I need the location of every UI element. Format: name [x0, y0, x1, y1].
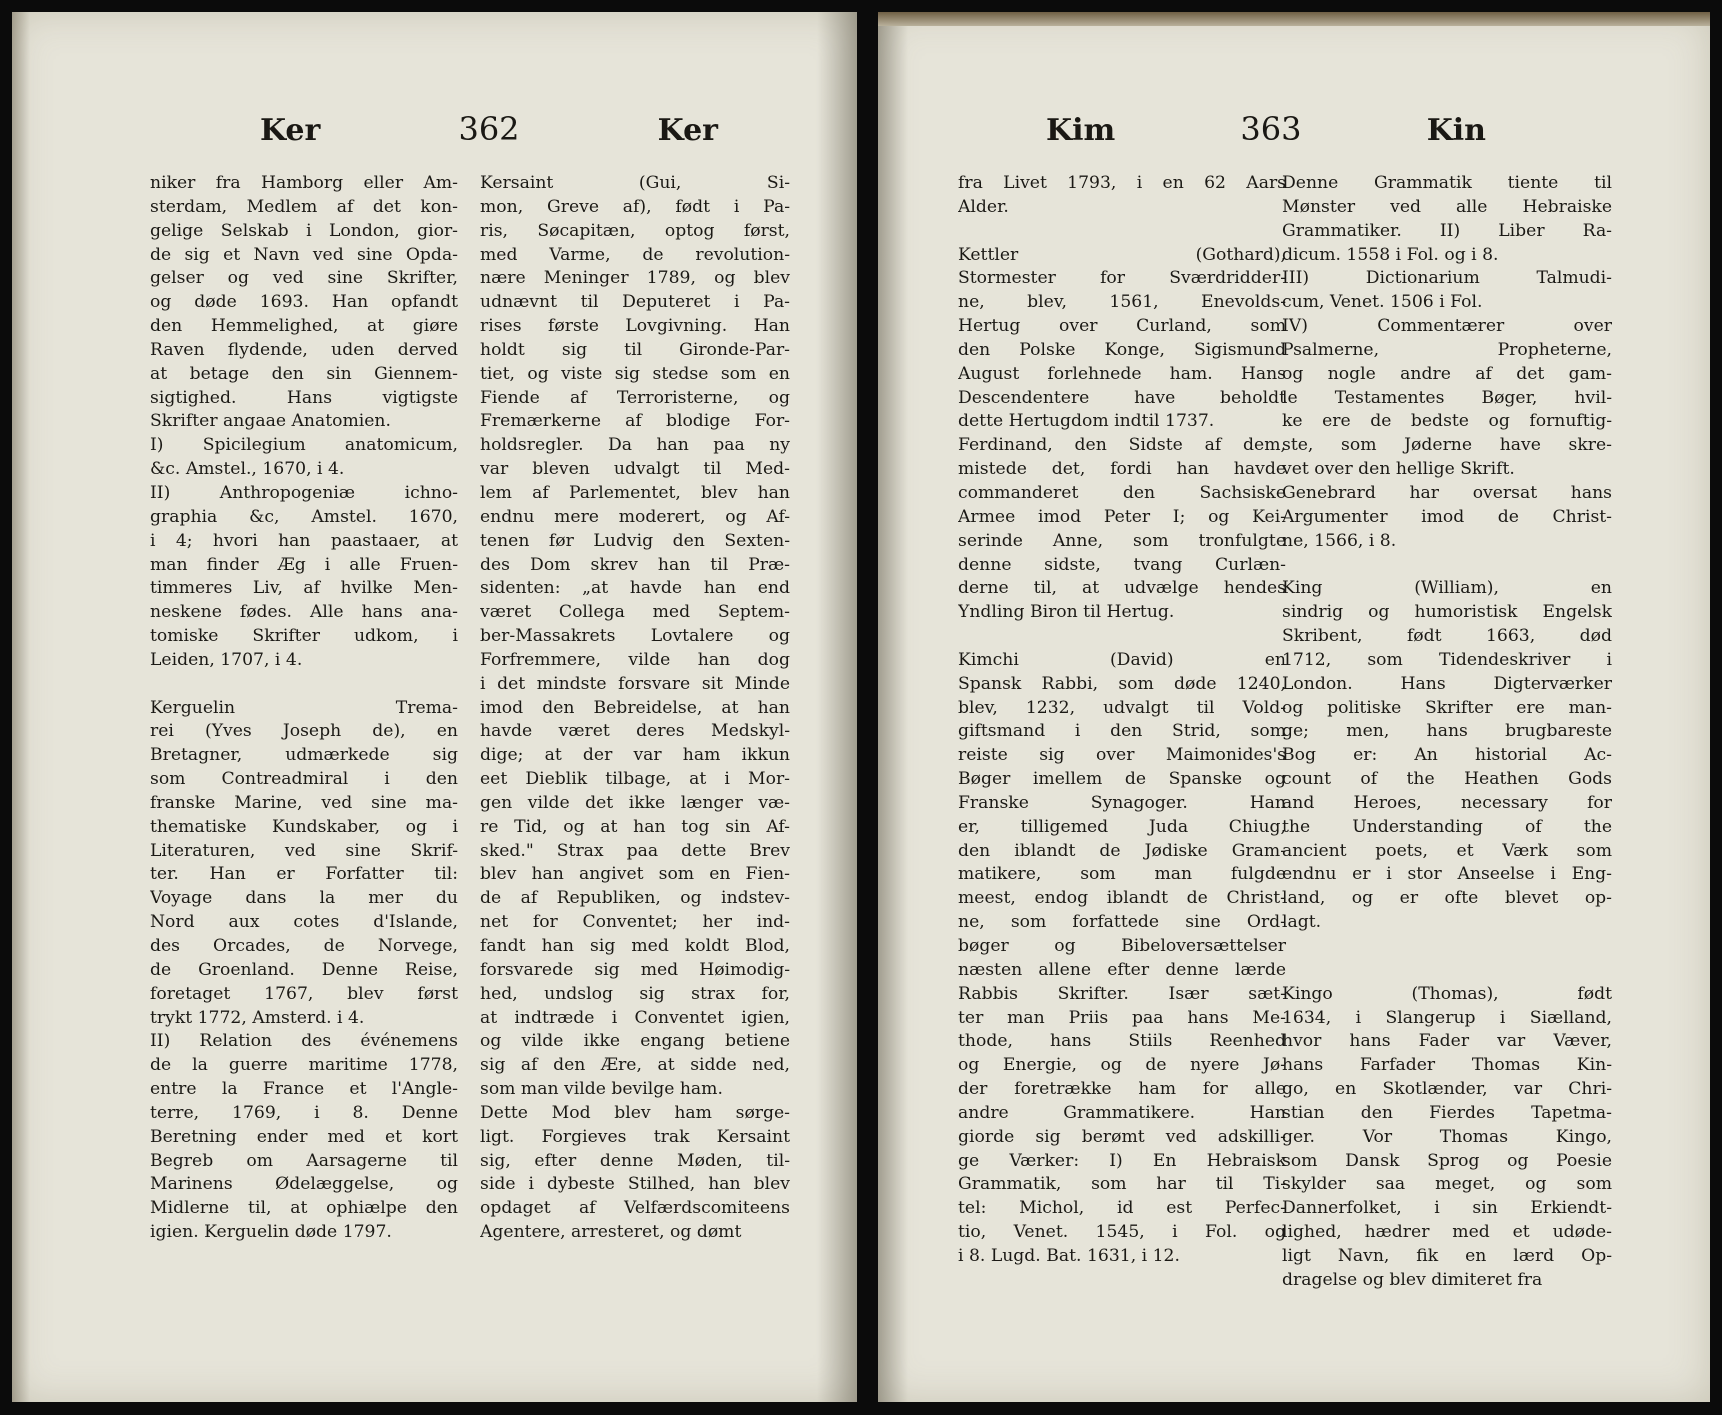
text-line: I) Spicilegium anatomicum,	[150, 435, 458, 456]
text-line: ste, som Jøderne have skre-	[1282, 435, 1612, 456]
text-line: Mønster ved alle Hebraiske	[1282, 196, 1612, 217]
text-line: go, en Skotlænder, var Chri-	[1282, 1079, 1612, 1100]
text-line: Voyage dans la mer du	[150, 888, 458, 909]
paragraph-gap	[1282, 554, 1612, 578]
text-line: ris, Søcapitæn, optog først,	[480, 220, 790, 241]
text-line: fandt han sig med koldt Blod,	[480, 936, 790, 956]
text-line: neskene fødes. Alle hans ana-	[150, 602, 458, 623]
text-line: IV) Commentærer over	[1282, 316, 1612, 337]
text-line: som man vilde bevilge ham.	[480, 1079, 723, 1100]
text-line: ter man Priis paa hans Me-	[958, 1007, 1286, 1028]
text-line: Hertug over Curland, som	[958, 316, 1286, 337]
text-line: derne til, at udvælge hendes	[958, 578, 1286, 599]
text-line: ge Værker: I) En Hebraisk	[958, 1150, 1286, 1171]
text-line: Bøger imellem de Spanske og	[958, 769, 1286, 790]
text-line: matikere, som man fulgde	[958, 864, 1286, 885]
left-page-number: 362	[458, 110, 520, 148]
text-line: Argumenter imod de Christ-	[1282, 506, 1612, 527]
text-line: været Collega med Septem-	[480, 602, 790, 623]
text-line: dragelse og blev dimiteret fra	[1282, 1269, 1543, 1290]
text-line: bøger og Bibeloversættelser	[958, 936, 1286, 956]
text-line: Rabbis Skrifter. Især sæt-	[958, 983, 1286, 1004]
text-line: vet over den hellige Skrift.	[1282, 459, 1515, 480]
text-line: le Testamentes Bøger, hvil-	[1282, 387, 1612, 408]
right-page	[878, 12, 1710, 1402]
text-line: London. Hans Digterværker	[1282, 673, 1612, 694]
text-line: Nord aux cotes d'Islande,	[150, 912, 458, 933]
text-line: Yndling Biron til Hertug.	[958, 602, 1175, 623]
text-line: sig, efter denne Møden, til-	[480, 1150, 790, 1171]
text-line: timmeres Liv, af hvilke Men-	[150, 578, 458, 599]
text-line: Fremærkerne af blodige For-	[480, 411, 790, 432]
page-top-edge	[878, 12, 1710, 26]
text-line: Psalmerne, Propheterne,	[1282, 339, 1612, 360]
text-line: Dette Mod blev ham sørge-	[480, 1102, 790, 1123]
text-line: holdsregler. Da han paa ny	[480, 435, 790, 456]
text-line: giorde sig berømt ved adskilli-	[958, 1126, 1286, 1147]
text-line: de sig et Navn ved sine Opda-	[150, 244, 458, 265]
right-header-right-word: Kin	[1426, 113, 1486, 148]
paragraph-gap	[150, 673, 458, 697]
text-line: lem af Parlementet, blev han	[480, 482, 790, 503]
text-line: med Varme, de revolution-	[480, 244, 790, 265]
text-line: udnævnt til Deputeret i Pa-	[480, 292, 790, 313]
text-line: ger. Vor Thomas Kingo,	[1282, 1126, 1612, 1147]
text-line: net for Conventet; her ind-	[480, 912, 790, 933]
text-line: endnu er i stor Anseelse i Eng-	[1282, 864, 1612, 885]
text-line: Fiende af Terroristerne, og	[480, 387, 790, 408]
text-line: i det mindste forsvare sit Minde	[480, 673, 790, 694]
text-line: hvor hans Fader var Væver,	[1282, 1031, 1612, 1052]
paragraph-gap	[958, 625, 1286, 649]
text-line: var bleven udvalgt til Med-	[480, 459, 790, 480]
text-line: skylder saa meget, og som	[1282, 1174, 1612, 1195]
text-line: mon, Greve af), født i Pa-	[480, 196, 790, 217]
text-line: foretaget 1767, blev først	[150, 983, 458, 1004]
text-line: franske Marine, ved sine ma-	[150, 792, 458, 813]
text-line: tenen før Ludvig den Sexten-	[480, 530, 790, 551]
text-line: sked." Strax paa dette Brev	[480, 840, 790, 861]
text-line: dicum. 1558 i Fol. og i 8.	[1282, 244, 1499, 265]
text-line: tio, Venet. 1545, i Fol. og	[958, 1222, 1286, 1243]
text-line: Forfremmere, vilde han dog	[480, 649, 790, 670]
text-line: Kersaint (Gui, Si-	[480, 173, 790, 193]
text-line: Kingo (Thomas), født	[1282, 983, 1612, 1004]
text-line: Stormester for Sværdridder-	[958, 268, 1286, 289]
text-line: som Contreadmiral i den	[150, 769, 458, 790]
paragraph-gap	[1282, 935, 1612, 959]
right-page-column-1	[958, 172, 1286, 1269]
text-line: de af Republiken, og indstev-	[480, 888, 790, 909]
text-line: giftsmand i den Strid, som	[958, 721, 1286, 742]
text-line: count of the Heathen Gods	[1282, 769, 1612, 790]
text-line: Spansk Rabbi, som døde 1240,	[958, 673, 1286, 694]
text-line: commanderet den Sachsiske	[958, 482, 1286, 503]
text-line: thematiske Kundskaber, og i	[150, 816, 458, 837]
text-line: graphia &c, Amstel. 1670,	[150, 506, 458, 527]
text-line: ke ere de bedste og fornuftig-	[1282, 411, 1612, 432]
text-line: Alder.	[958, 196, 1009, 217]
text-line: ne, blev, 1561, Enevolds-	[958, 292, 1286, 313]
text-line: the Understanding of the	[1282, 816, 1612, 837]
text-line: Denne Grammatik tiente til	[1282, 173, 1612, 193]
text-line: som Dansk Sprog og Poesie	[1282, 1150, 1612, 1171]
text-line: sindrig og humoristisk Engelsk	[1282, 602, 1612, 623]
text-line: ne, 1566, i 8.	[1282, 530, 1397, 551]
text-line: gen vilde det ikke længer væ-	[480, 792, 790, 813]
text-line: eet Dieblik tilbage, at i Mor-	[480, 769, 790, 790]
text-line: ligt. Forgieves trak Kersaint	[480, 1126, 790, 1147]
text-line: Ferdinand, den Sidste af dem,	[958, 435, 1286, 456]
text-line: sigtighed. Hans vigtigste	[150, 387, 458, 408]
text-line: re Tid, og at han tog sin Af-	[480, 816, 790, 837]
text-line: Skrifter angaae Anatomien.	[150, 411, 391, 432]
text-line: Bog er: An historial Ac-	[1282, 745, 1612, 766]
text-line: sterdam, Medlem af det kon-	[150, 196, 458, 217]
text-line: stian den Fierdes Tapetma-	[1282, 1102, 1612, 1123]
text-line: Midlerne til, at ophiælpe den	[150, 1198, 458, 1219]
text-line: Leiden, 1707, i 4.	[150, 649, 303, 670]
text-line: 1712, som Tidendeskriver i	[1282, 649, 1612, 670]
text-line: forsvarede sig med Høimodig-	[480, 959, 790, 980]
text-line: andre Grammatikere. Han	[958, 1102, 1286, 1123]
text-line: III) Dictionarium Talmudi-	[1282, 268, 1612, 289]
text-line: Begreb om Aarsagerne til	[150, 1150, 458, 1171]
text-line: ancient poets, et Værk som	[1282, 840, 1612, 861]
text-line: niker fra Hamborg eller Am-	[150, 173, 458, 193]
text-line: Kettler (Gothard),	[958, 244, 1286, 265]
text-line: Dannerfolket, i sin Erkiendt-	[1282, 1198, 1612, 1219]
text-line: er, tilligemed Juda Chiug,	[958, 816, 1286, 837]
text-line: den Hemmelighed, at giøre	[150, 316, 458, 337]
text-line: i 8. Lugd. Bat. 1631, i 12.	[958, 1245, 1180, 1266]
text-line: ter. Han er Forfatter til:	[150, 864, 458, 885]
text-line: de Groenland. Denne Reise,	[150, 959, 458, 980]
text-line: denne sidste, tvang Curlæn-	[958, 554, 1286, 575]
text-line: meest, endog iblandt de Christ-	[958, 888, 1286, 909]
text-line: blev han angivet som en Fien-	[480, 864, 790, 885]
text-line: cum, Venet. 1506 i Fol.	[1282, 292, 1483, 313]
text-line: tiet, og viste sig stedse som en	[480, 363, 790, 384]
text-line: og døde 1693. Han opfandt	[150, 292, 458, 313]
text-line: 1634, i Slangerup i Siælland,	[1282, 1007, 1612, 1028]
text-line: den iblandt de Jødiske Gram-	[958, 840, 1286, 861]
text-line: blev, 1232, udvalgt til Vold-	[958, 697, 1286, 718]
text-line: Grammatiker. II) Liber Ra-	[1282, 220, 1612, 241]
text-line: opdaget af Velfærdscomiteens	[480, 1198, 790, 1219]
text-line: Genebrard har oversat hans	[1282, 482, 1612, 503]
left-page-column-1	[150, 172, 458, 1245]
text-line: Raven flydende, uden derved	[150, 339, 458, 360]
text-line: i 4; hvori han paastaaer, at	[150, 530, 458, 551]
paragraph-gap	[958, 220, 1286, 244]
text-line: Kerguelin Trema-	[150, 697, 458, 718]
text-line: Bretagner, udmærkede sig	[150, 745, 458, 766]
text-line: den Polske Konge, Sigismund	[958, 339, 1286, 360]
text-line: side i dybeste Stilhed, han blev	[480, 1174, 790, 1195]
text-line: trykt 1772, Amsterd. i 4.	[150, 1007, 365, 1028]
text-line: sidenten: „at havde han end	[480, 578, 790, 599]
left-page-column-2	[480, 172, 790, 1245]
text-line: de la guerre maritime 1778,	[150, 1055, 458, 1076]
text-line: terre, 1769, i 8. Denne	[150, 1102, 458, 1123]
text-line: II) Anthropogeniæ ichno-	[150, 482, 458, 503]
text-line: land, og er ofte blevet op-	[1282, 888, 1612, 909]
text-line: at betage den sin Giennem-	[150, 363, 458, 384]
text-line: imod den Bebreidelse, at han	[480, 697, 790, 718]
text-line: des Orcades, de Norvege,	[150, 936, 458, 956]
text-line: ne, som forfattede sine Ord-	[958, 912, 1286, 933]
text-line: Beretning ender med et kort	[150, 1126, 458, 1147]
text-line: King (William), en	[1282, 578, 1612, 599]
text-line: Franske Synagoger. Han	[958, 792, 1286, 813]
right-running-header	[1046, 110, 1486, 148]
text-line: Marinens Ødelæggelse, og	[150, 1174, 458, 1195]
right-page-column-2	[1282, 172, 1612, 1293]
text-line: fra Livet 1793, i en 62 Aars	[958, 173, 1286, 193]
text-line: des Dom skrev han til Præ-	[480, 554, 790, 575]
text-line: holdt sig til Gironde-Par-	[480, 339, 790, 360]
text-line: Kimchi (David) en	[958, 649, 1286, 670]
text-line: Literaturen, ved sine Skrif-	[150, 840, 458, 861]
text-line: mistede det, fordi han havde	[958, 459, 1286, 480]
text-line: tel: Michol, id est Perfec-	[958, 1198, 1286, 1219]
paragraph-gap	[1282, 959, 1612, 983]
text-line: rises første Lovgivning. Han	[480, 316, 790, 337]
text-line: dette Hertugdom indtil 1737.	[958, 411, 1215, 432]
text-line: ber-Massakrets Lovtalere og	[480, 626, 790, 647]
text-line: ligt Navn, fik en lærd Op-	[1282, 1245, 1612, 1266]
text-line: næsten allene efter denne lærde	[958, 959, 1286, 980]
text-line: &c. Amstel., 1670, i 4.	[150, 459, 345, 480]
left-header-left-word: Ker	[260, 113, 321, 148]
text-line: reiste sig over Maimonides's	[958, 745, 1286, 766]
text-line: Agentere, arresteret, og dømt	[480, 1222, 742, 1243]
text-line: lighed, hædrer med et udøde-	[1282, 1222, 1612, 1243]
text-line: entre la France et l'Angle-	[150, 1079, 458, 1100]
text-line: serinde Anne, som tronfulgte	[958, 530, 1286, 551]
text-line: tomiske Skrifter udkom, i	[150, 626, 458, 647]
text-line: hed, undslog sig strax for,	[480, 983, 790, 1004]
text-line: hans Farfader Thomas Kin-	[1282, 1055, 1612, 1076]
right-page-number: 363	[1240, 110, 1302, 148]
text-line: Armee imod Peter I; og Kei-	[958, 506, 1286, 527]
text-line: thode, hans Stiils Reenhed	[958, 1031, 1286, 1052]
text-line: Descendentere have beholdt	[958, 387, 1286, 408]
text-line: and Heroes, necessary for	[1282, 792, 1612, 813]
text-line: II) Relation des événemens	[150, 1031, 458, 1052]
text-line: og nogle andre af det gam-	[1282, 363, 1612, 384]
left-header-right-word: Ker	[657, 113, 718, 148]
text-line: og politiske Skrifter ere man-	[1282, 697, 1612, 718]
text-line: og vilde ikke engang betiene	[480, 1031, 790, 1052]
text-line: gelser og ved sine Skrifter,	[150, 268, 458, 289]
text-line: man finder Æg i alle Fruen-	[150, 554, 458, 575]
text-line: der foretrække ham for alle	[958, 1079, 1286, 1100]
text-line: at indtræde i Conventet igien,	[480, 1007, 790, 1028]
text-line: rei (Yves Joseph de), en	[150, 721, 458, 742]
text-line: gelige Selskab i London, gior-	[150, 220, 458, 241]
text-line: lagt.	[1282, 912, 1322, 933]
text-line: Skribent, født 1663, død	[1282, 626, 1612, 647]
right-header-left-word: Kim	[1046, 113, 1116, 148]
text-line: Grammatik, som har til Ti-	[958, 1174, 1286, 1195]
text-line: August forlehnede ham. Hans	[958, 363, 1286, 384]
text-line: igien. Kerguelin døde 1797.	[150, 1222, 392, 1243]
left-running-header	[260, 110, 718, 148]
text-line: nære Meninger 1789, og blev	[480, 268, 790, 289]
left-page	[12, 12, 857, 1402]
text-line: dige; at der var ham ikkun	[480, 745, 790, 766]
text-line: ge; men, hans brugbareste	[1282, 721, 1612, 742]
text-line: havde været deres Medskyl-	[480, 721, 790, 742]
text-line: og Energie, og de nyere Jø-	[958, 1055, 1286, 1076]
text-line: endnu mere moderert, og Af-	[480, 506, 790, 527]
text-line: sig af den Ære, at sidde ned,	[480, 1055, 790, 1076]
